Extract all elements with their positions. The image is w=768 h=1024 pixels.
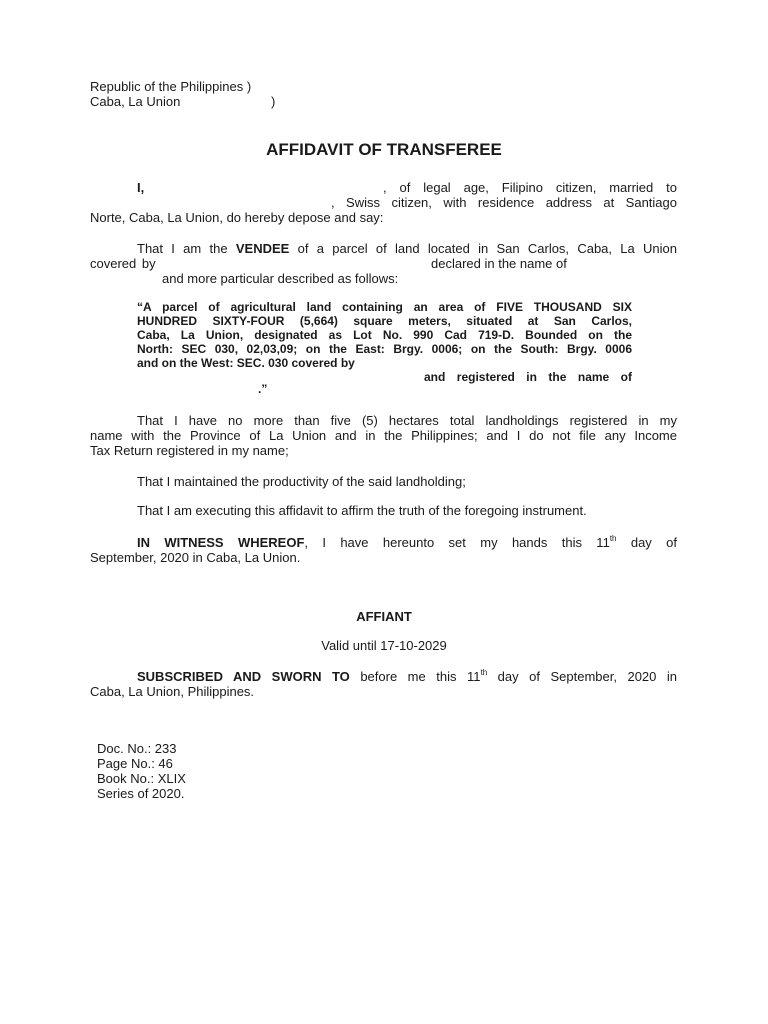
subscribed-line-1 — [137, 669, 677, 684]
document-title: AFFIDAVIT OF TRANSFEREE — [266, 140, 502, 159]
series: Series of 2020. — [97, 786, 185, 801]
valid-until: Valid until 17-10-2029 — [321, 638, 447, 653]
page-no: Page No.: 46 — [97, 756, 173, 771]
subscribed-tail: day of September, 2020 in — [487, 669, 678, 684]
vendee-declared: declared in the name of — [431, 256, 567, 271]
vendee-line-1 — [137, 241, 677, 256]
intro-line-2-tail: , Swiss citizen, with residence address at Santiago — [331, 195, 677, 210]
venue-line-2-left: Caba, La Union — [90, 94, 181, 109]
witness-line-1 — [137, 535, 677, 550]
subscribed-line-2: Caba, La Union, Philippines. — [90, 684, 255, 699]
subscribed-bold: SUBSCRIBED AND SWORN TO — [137, 669, 350, 684]
vendee-lead: That I am the — [137, 241, 228, 256]
intro-line-1-tail: , of legal age, Filipino citizen, married to — [383, 180, 677, 195]
venue-line-2-right: ) — [271, 94, 276, 109]
landholdings-line-3: Tax Return registered in my name; — [90, 443, 289, 458]
landholdings-line-2: name with the Province of La Union and in the Philippines; and I do not file any Income — [90, 428, 677, 443]
vendee-bold: VENDEE — [235, 241, 290, 256]
landholdings-line-1: That I have no more than five (5) hectares total landholdings registered in my — [137, 413, 677, 428]
description-line-1: “A parcel of agricultural land containing an area of FIVE THOUSAND SIX — [137, 300, 632, 314]
executing-paragraph: That I am executing this affidavit to affirm the truth of the foregoing instrument. — [137, 503, 587, 518]
description-line-3: Caba, La Union, designated as Lot No. 990 Cad 719-D. Bounded on the — [137, 328, 632, 342]
witness-tail: day of — [616, 535, 678, 550]
venue-line-1: Republic of the Philippines ) — [90, 79, 252, 94]
witness-line-2: September, 2020 in Caba, La Union. — [90, 550, 301, 565]
doc-no: Doc. No.: 233 — [97, 741, 177, 756]
intro-line-3: Norte, Caba, La Union, do hereby depose and say: — [90, 210, 384, 225]
description-line-4: North: SEC 030, 02,03,09; on the East: Brgy. 0006; on the South: Brgy. 0006 — [137, 342, 632, 356]
affiant-label: AFFIANT — [356, 609, 412, 624]
description-line-5: and on the West: SEC. 030 covered by — [137, 356, 355, 370]
description-line-6: and registered in the name of — [424, 370, 632, 384]
witness-rest: , I have hereunto set my hands this 11 — [304, 535, 610, 550]
book-no: Book No.: XLIX — [97, 771, 186, 786]
intro-pronoun: I, — [137, 180, 145, 195]
description-line-2: HUNDRED SIXTY-FOUR (5,664) square meters, situated at San Carlos, — [137, 314, 632, 328]
description-line-7: .” — [258, 382, 268, 396]
vendee-rest: of a parcel of land located in San Carlos, Caba, La Union — [297, 241, 677, 256]
vendee-covered: covered by — [90, 256, 156, 271]
witness-bold: IN WITNESS WHEREOF — [137, 535, 305, 550]
productivity-paragraph: That I maintained the productivity of the said landholding; — [137, 474, 466, 489]
subscribed-rest: before me this 11 — [349, 669, 481, 684]
subscribed-sup: th — [480, 667, 488, 677]
witness-sup: th — [609, 533, 617, 543]
vendee-line-3: and more particular described as follows: — [162, 271, 399, 286]
